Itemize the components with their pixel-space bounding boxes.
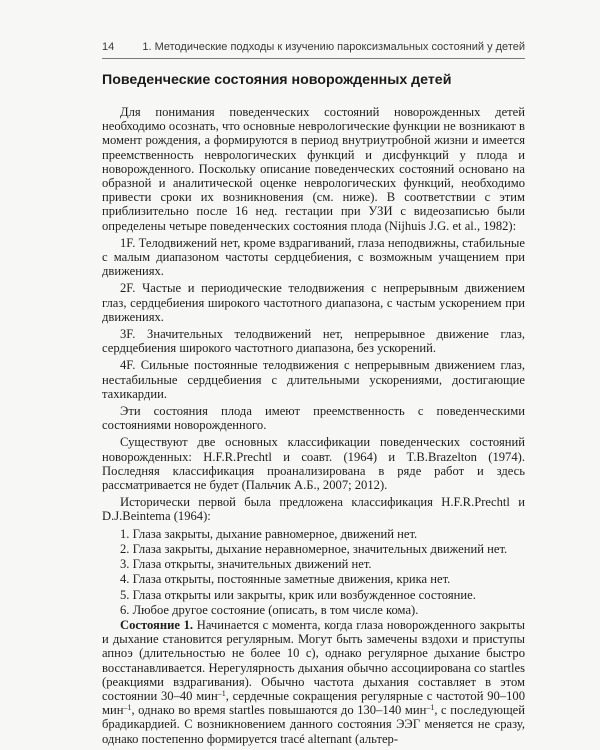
paragraph-classifications: Существуют две основных классификации поведенческих состояний новорожденных: H.F.R.Prechtl и соавт. (1964) и T.B.Brazelton (1974). Последняя классификация проанализирована в ряде работ и здесь рассматривается не будет (Пальчик А.Б., 2007; 2012). (102, 435, 525, 493)
section-title: Поведенческие состояния новорожденных детей (102, 72, 452, 88)
state-1-text-d: , с последующей брадикардией. С возникновением данного состояния ЭЭГ меняется не сразу, однако постепенно формируется tracé alternant (альтер- (102, 703, 526, 746)
list-item-state-1: 1. Глаза закрыты, дыхание равномерное, движений нет. (120, 526, 418, 541)
list-item-state-6: 6. Любое другое состояние (описать, в том числе кома). (120, 602, 419, 617)
paragraph-intro: Для понимания поведенческих состояний новорожденных детей необходимо осознать, что основные неврологические функции не возникают в момент рождения, а формируются в период внутриутробной жизни и имеется преемственность неврологических функций и дисфункций у плода и новорожденного. Поскольку описание поведенческих состояний основано на образной и аналитической оценке неврологических функций, необходимо привести сроки их возникновения (см. ниже). В соответствии с этим приблизительно после 16 нед. гестации при УЗИ с видеозаписью были определены четыре поведенческих состояния плода (Nijhuis J.G. et al., 1982): (102, 105, 525, 233)
page-number: 14 (102, 41, 115, 53)
fetal-state-3f: 3F. Значительных телодвижений нет, непрерывное движение глаз, сердцебиения широкого частотного диапазона, без ускорений. (102, 327, 525, 356)
state-1-text-b: , сердечные сокращения регулярные с частотой 90–100 мин (102, 688, 525, 718)
superscript: –1 (217, 688, 226, 698)
state-1-text-a: Начинается с момента, когда глаза новорожденного закрыты и дыхание становится регулярным. Могут быть замечены вздохи и приступы апноэ (длительностью не более 10 с), однако регулярное дыхание быстро восстанавливается. Нерегулярность дыхания обычно ассоциирована со startles (реакциями вздрагивания). Обычно частота дыхания составляет в этом состоянии 30–40 мин (102, 617, 525, 703)
list-item-state-5: 5. Глаза открыты или закрыты, крик или возбужденное состояние. (120, 587, 476, 602)
fetal-state-4f: 4F. Сильные постоянные телодвижения с непрерывным движением глаз, нестабильные сердцебиения с длительными ускорениями, достигающие тахикардии. (102, 358, 525, 401)
superscript: –1 (123, 703, 132, 713)
header-rule (102, 58, 525, 59)
paragraph-continuity: Эти состояния плода имеют преемственность с поведенческими состояниями новорожденного. (102, 404, 525, 433)
body-text (102, 105, 525, 749)
list-item-state-4: 4. Глаза открыты, постоянные заметные движения, крика нет. (120, 572, 451, 587)
list-item-state-3: 3. Глаза открыты, значительных движений нет. (120, 557, 372, 572)
running-title: 1. Методические подходы к изучению пароксизмальных состояний у детей (142, 41, 525, 53)
list-item-state-2: 2. Глаза закрыты, дыхание неравномерное, значительных движений нет. (120, 541, 508, 556)
state-1-heading: Состояние 1. (120, 617, 194, 632)
paragraph-prechtl: Исторически первой была предложена классификация H.F.R.Prechtl и D.J.Beintema (1964): (102, 495, 525, 524)
state-1-text-c: , однако во время startles повышаются до 130–140 мин (131, 703, 427, 718)
fetal-state-2f: 2F. Частые и периодические телодвижения с непрерывным движением глаз, сердцебиения широкого частотного диапазона, с частым ускорением при движениях. (102, 281, 525, 324)
fetal-state-1f: 1F. Телодвижений нет, кроме вздрагиваний, глаза неподвижны, стабильные с малым диапазоном частоты сердцебиения, с возможным учащением при движениях. (102, 235, 525, 279)
paragraph-state-1 (102, 618, 525, 746)
superscript: –1 (426, 703, 435, 713)
